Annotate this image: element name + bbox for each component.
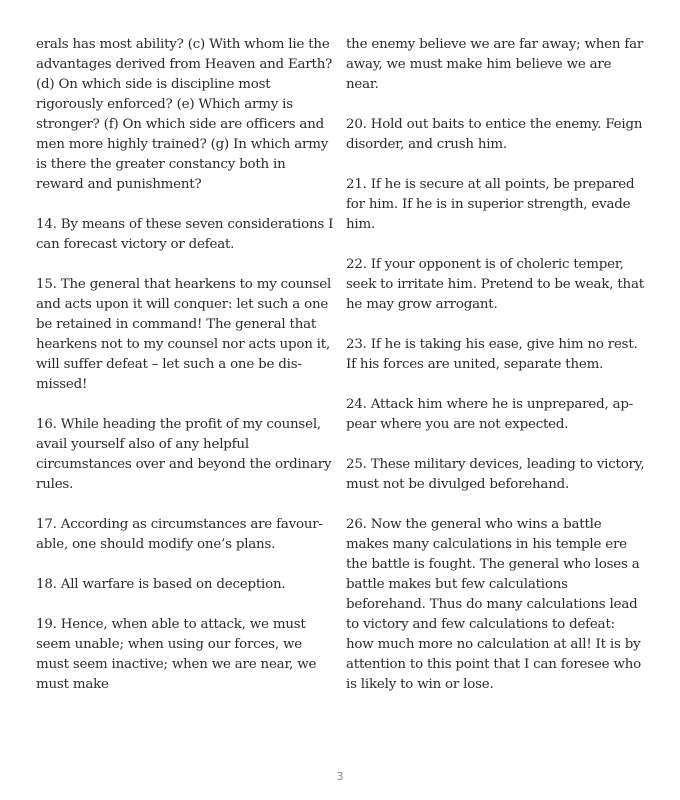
paragraph-23: 23. If he is taking his ease, give him no rest. If his forces are united, separate them. — [346, 337, 638, 372]
paragraph-26: 26. Now the general who wins a battle makes many calculations in his temple ere the battle is fought. The general who loses a battle makes but few calculations beforehand. Thus do many calculations lead to victory and few calculations to defeat: how much more no calculation at all! It is by attention to this point that I can foresee who is likely to win or lose. — [346, 517, 641, 692]
paragraph-22: 22. If your opponent is of choleric temper, seek to irritate him. Pretend to be weak, that he may grow arrogant. — [346, 257, 644, 312]
left-column — [36, 35, 336, 695]
paragraph-19-continued: the enemy believe we are far away; when far away, we must make him believe we are near. — [346, 37, 644, 92]
paragraph-19: 19. Hence, when able to attack, we must seem unable; when using our forces, we must seem inactive; when we are near, we must make — [36, 617, 317, 692]
paragraph-24: 24. Attack him where he is unprepared, appear where you are not expected. — [346, 397, 634, 432]
page-number: 3 — [336, 770, 344, 783]
paragraph-25: 25. These military devices, leading to victory, must not be divulged beforehand. — [346, 457, 645, 492]
paragraph-17: 17. According as circumstances are favourable, one should modify one’s plans. — [36, 517, 324, 552]
paragraph-21: 21. If he is secure at all points, be prepared for him. If he is in superior strength, evade him. — [346, 177, 635, 232]
paragraph-20: 20. Hold out baits to entice the enemy. Feign disorder, and crush him. — [346, 117, 643, 152]
right-column — [346, 35, 646, 695]
paragraph-15: 15. The general that hearkens to my counsel and acts upon it will conquer: let such a one be retained in command! The general that hearkens not to my counsel nor acts upon it, will suffer defeat – let such a one be dismissed! — [36, 277, 332, 392]
paragraph-16: 16. While heading the profit of my counsel, avail yourself also of any helpful circumstances over and beyond the ordinary rules. — [36, 417, 332, 492]
paragraph-13-continued: erals has most ability? (c) With whom lie the advantages derived from Heaven and Earth? (d) On which side is discipline most rigorously enforced? (e) Which army is stronger? (f) On which side are officers and men more highly trained? (g) In which army is there the greater constancy both in reward and punishment? — [36, 37, 333, 192]
paragraph-18: 18. All warfare is based on deception. — [36, 577, 286, 592]
paragraph-14: 14. By means of these seven considerations I can forecast victory or defeat. — [36, 217, 334, 252]
